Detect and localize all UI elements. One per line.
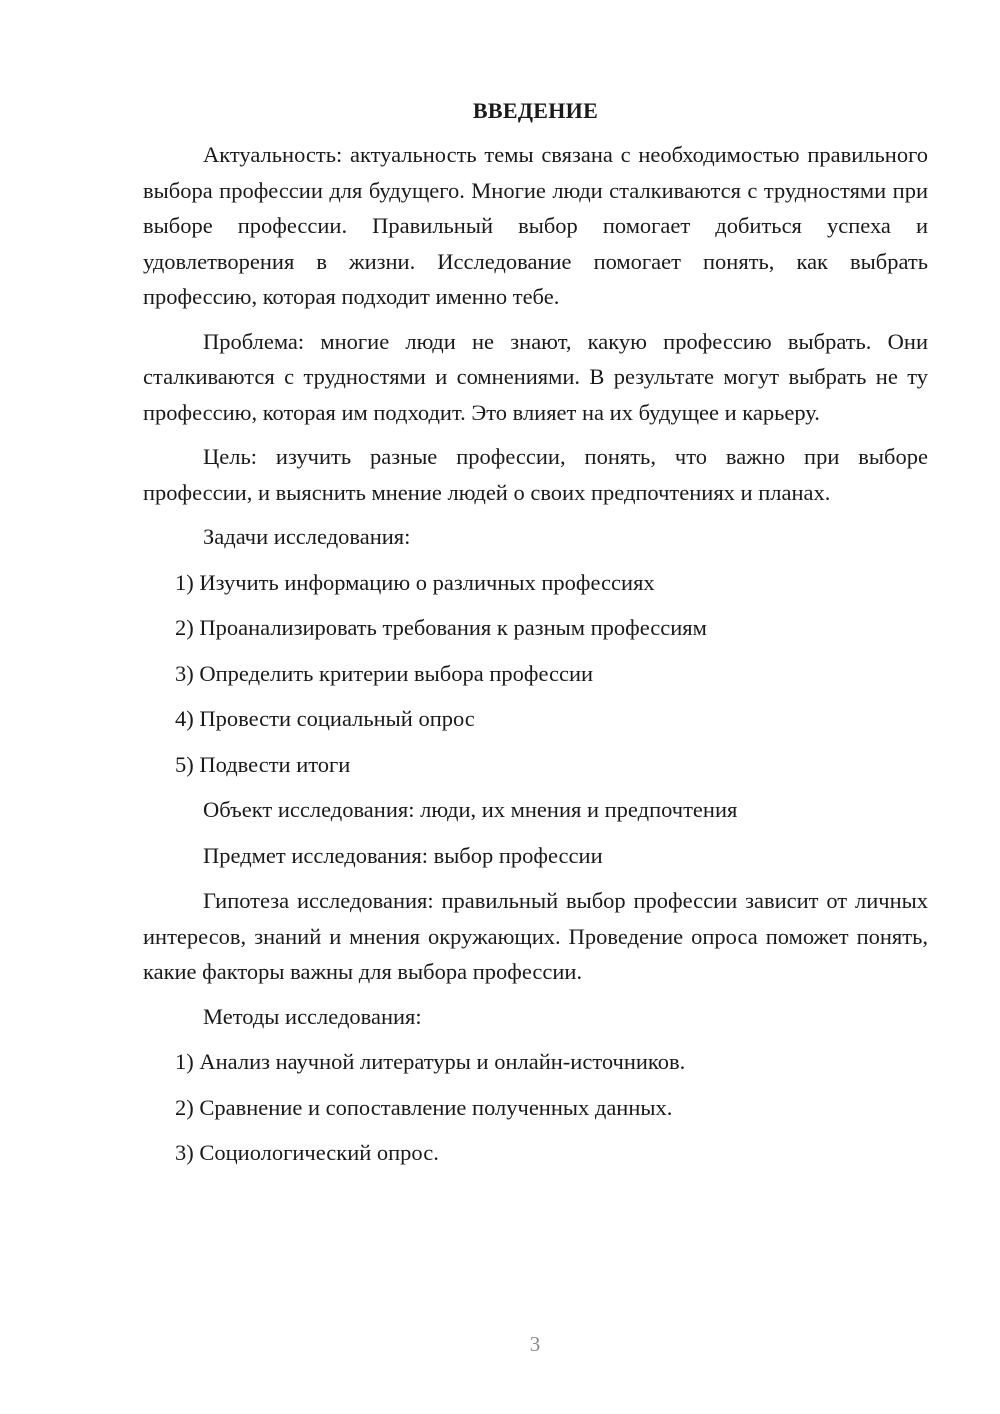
list-item: 1) Изучить информацию о различных профессиях [175,569,655,595]
document-page [143,96,928,1181]
methods-heading: Методы исследования: [203,1003,422,1029]
hypothesis-paragraph: Гипотеза исследования: правильный выбор профессии зависит от личных интересов, знаний и мнения окружающих. Проведение опроса поможет понять, какие факторы важны для выбора профессии. [143,888,928,984]
page-number: 3 [529,1332,541,1356]
section-title: ВВЕДЕНИЕ [472,98,599,123]
research-subject: Предмет исследования: выбор профессии [203,842,603,868]
list-item: 4) Провести социальный опрос [175,706,475,731]
list-item: 2) Сравнение и сопоставление полученных данных. [175,1094,673,1120]
list-item: 1) Анализ научной литературы и онлайн-источников. [175,1049,686,1074]
list-item: 2) Проанализировать требования к разным профессиям [175,615,707,640]
relevance-paragraph: Актуальность: актуальность темы связана с необходимостью правильного выбора профессии для будущего. Многие люди сталкиваются с трудностями при выборе профессии. Правильный выбор помогает добиться успеха и удовлетворения в жизни. Исследование помогает понять, как выбрать профессию, которая подходит именно тебе. [143,142,928,309]
tasks-heading: Задачи исследования: [203,524,411,549]
research-object: Объект исследования: люди, их мнения и предпочтения [203,797,738,822]
list-item: 3) Социологический опрос. [175,1140,439,1165]
list-item: 5) Подвести итоги [175,751,351,777]
goal-paragraph: Цель: изучить разные профессии, понять, что важно при выборе профессии, и выяснить мнение людей о своих предпочтениях и планах. [143,444,928,505]
tasks-list [143,565,928,783]
methods-list [143,1044,928,1171]
problem-paragraph: Проблема: многие люди не знают, какую профессию выбрать. Они сталкиваются с трудностями и сомнениями. В результате могут выбрать не ту профессию, которая им подходит. Это влияет на их будущее и карьеру. [143,328,928,425]
list-item: 3) Определить критерии выбора профессии [175,660,594,686]
